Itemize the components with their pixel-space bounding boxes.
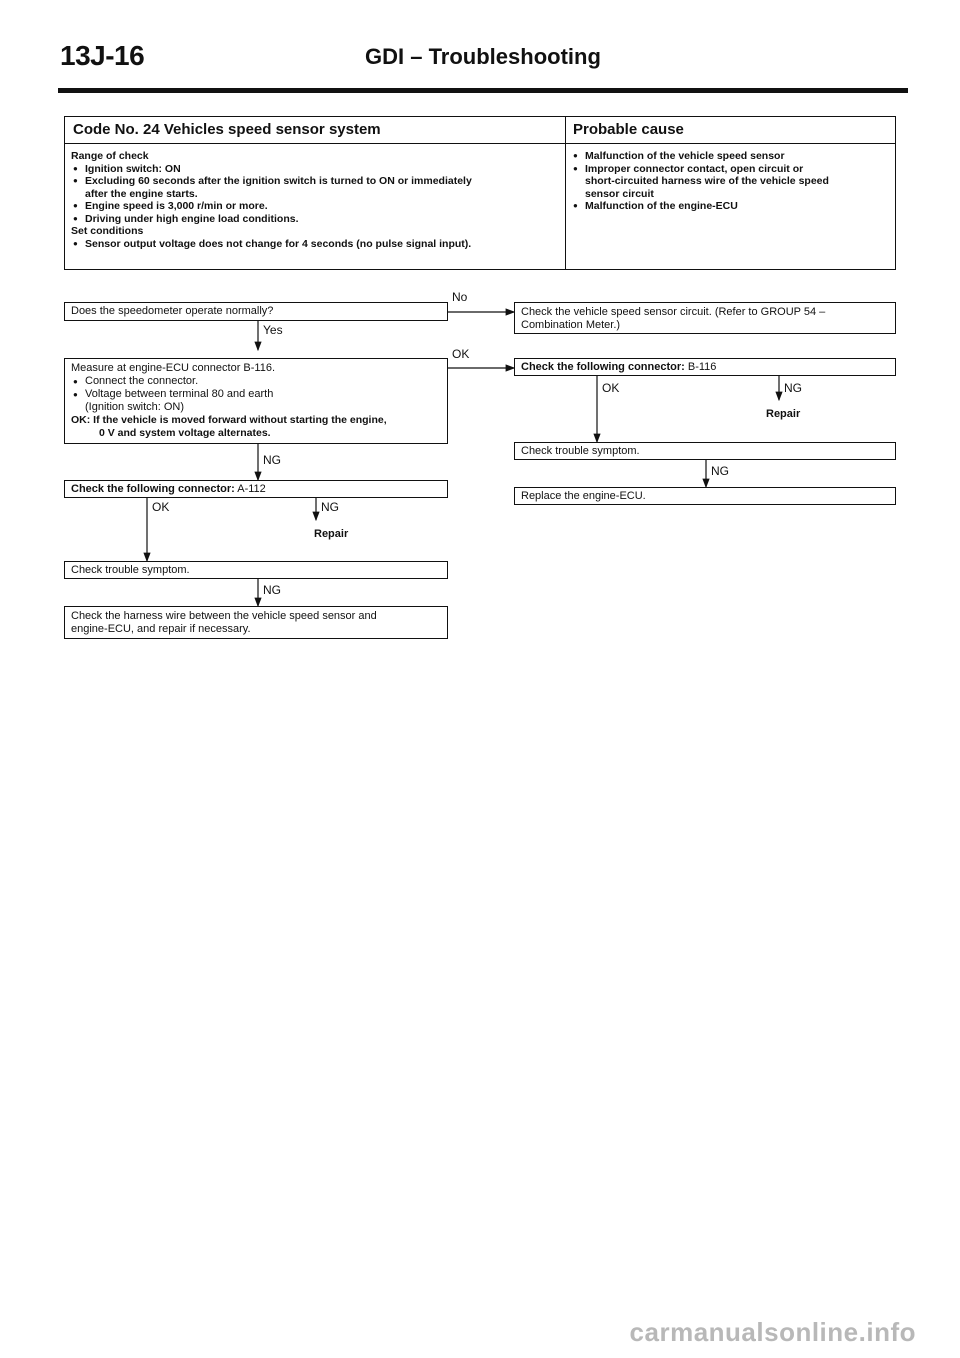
r1-line: Check the vehicle speed sensor circuit. (Refer to GROUP 54 – <box>521 306 826 318</box>
speedometer-question-box <box>64 302 448 321</box>
measure-box <box>64 358 448 444</box>
c2-repair: Repair <box>766 408 801 420</box>
cause-item: short-circuited harness wire of the vehicle speed <box>585 175 829 187</box>
range-label: Range of check <box>71 150 149 162</box>
rep-text: Replace the engine-ECU. <box>521 490 646 502</box>
c1-value: A-112 <box>237 483 266 495</box>
yes-label: Yes <box>263 323 283 337</box>
range-item: after the engine starts. <box>85 187 198 200</box>
connector-b116-box <box>514 358 896 376</box>
code-heading: Code No. 24 Vehicles speed sensor system <box>73 121 381 138</box>
range-item: ● Engine speed is 3,000 r/min or more. <box>71 200 472 213</box>
m1-ok-text: If the vehicle is moved forward without starting the engine, <box>93 414 387 426</box>
cause-item: ● Malfunction of the vehicle speed sensor <box>571 150 829 163</box>
cause-item: sensor circuit <box>585 187 654 200</box>
ok-label: OK <box>452 347 470 361</box>
t2-ng-label: NG <box>711 464 729 478</box>
c1-label: Check the following connector: <box>71 483 235 495</box>
range-item: ● Excluding 60 seconds after the ignition switch is turned to ON or immediately <box>71 175 472 188</box>
c1-ok-label: OK <box>152 500 170 514</box>
speed-sensor-circuit-box <box>514 302 896 334</box>
replace-ecu-box <box>514 487 896 505</box>
r1-line: Combination Meter.) <box>521 319 621 331</box>
h1-line: Check the harness wire between the vehicle speed sensor and <box>71 610 377 622</box>
range-item: ● Driving under high engine load conditions. <box>71 213 472 226</box>
m1-item: ● Connect the connector. <box>71 375 441 388</box>
connector-a112-box <box>64 480 448 498</box>
q1-text: Does the speedometer operate normally? <box>71 305 274 317</box>
harness-box <box>64 606 448 639</box>
m1-ok-label: OK: <box>71 414 91 426</box>
m1-ok-text2: 0 V and system voltage alternates. <box>99 427 271 439</box>
set-item: ● Sensor output voltage does not change for 4 seconds (no pulse signal input). <box>71 238 472 251</box>
c2-value: B-116 <box>687 361 717 373</box>
page-number: 13J-16 <box>60 40 145 71</box>
set-label: Set conditions <box>71 225 144 237</box>
ng-label: NG <box>263 453 281 467</box>
m1-item: ● Voltage between terminal 80 and earth <box>71 388 441 401</box>
trouble-symptom-box-1 <box>64 561 448 579</box>
c1-ng-label: NG <box>321 500 339 514</box>
t1-ng-label: NG <box>263 583 281 597</box>
c2-label: Check the following connector: <box>521 361 685 373</box>
no-label: No <box>452 290 468 304</box>
m1-title: Measure at engine-ECU connector B-116. <box>71 362 276 374</box>
c2-ok-label: OK <box>602 381 620 395</box>
cause-item: ● Improper connector contact, open circuit or <box>571 163 829 176</box>
c2-ng-label: NG <box>784 381 802 395</box>
range-item: ● Ignition switch: ON <box>71 163 472 176</box>
t2-text: Check trouble symptom. <box>521 445 640 457</box>
page-title: GDI – Troubleshooting <box>365 44 601 69</box>
cause-item: ● Malfunction of the engine-ECU <box>571 200 829 213</box>
m1-item: (Ignition switch: ON) <box>85 401 185 413</box>
c1-repair: Repair <box>314 528 349 540</box>
cause-heading: Probable cause <box>573 121 684 138</box>
t1-text: Check trouble symptom. <box>71 564 190 576</box>
watermark: carmanualsonline.info <box>629 1317 916 1347</box>
h1-line: engine-ECU, and repair if necessary. <box>71 623 251 635</box>
trouble-symptom-box-2 <box>514 442 896 460</box>
